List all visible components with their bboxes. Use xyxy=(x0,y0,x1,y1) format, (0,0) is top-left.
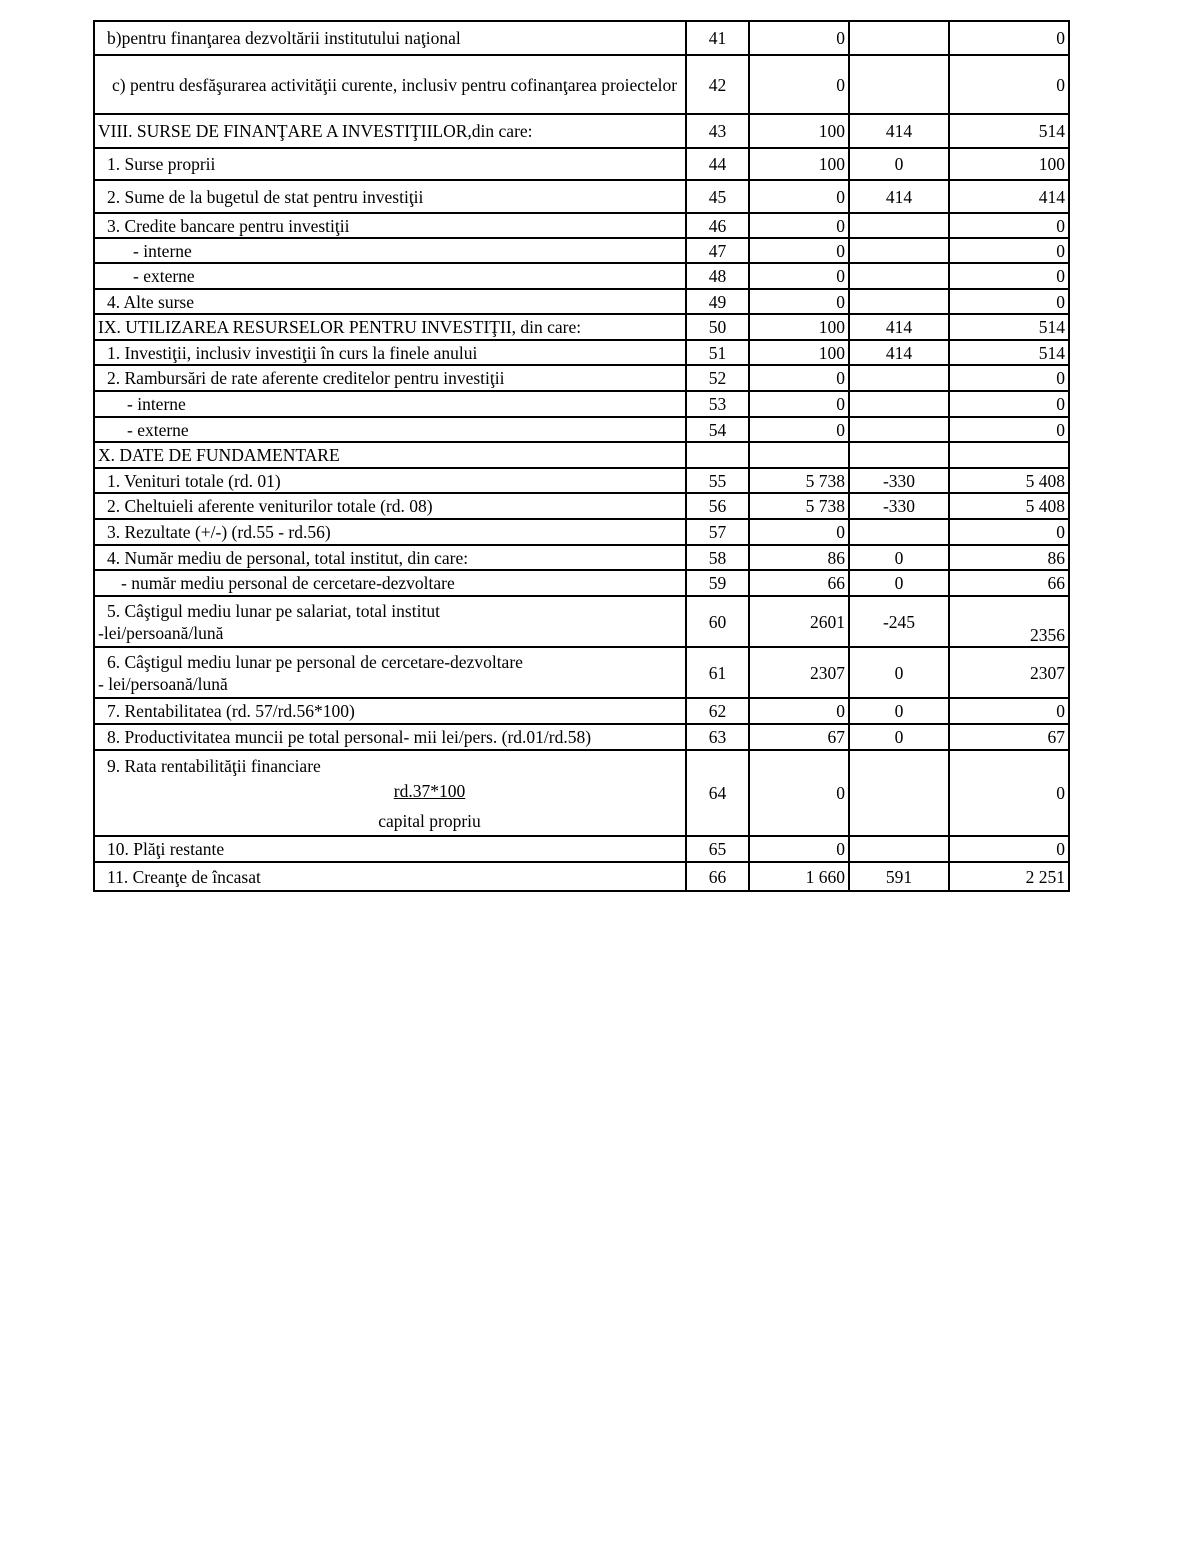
value-col-1 xyxy=(749,442,849,468)
row-description-line-2: - lei/persoană/lună xyxy=(98,673,228,694)
table-row xyxy=(94,836,1069,862)
value-col-2 xyxy=(849,519,949,545)
table-row xyxy=(94,698,1069,724)
row-description: 7. Rentabilitatea (rd. 57/rd.56*100) xyxy=(94,698,686,724)
value-col-1: 0 xyxy=(749,698,849,724)
table-row xyxy=(94,289,1069,314)
row-number: 58 xyxy=(686,545,749,570)
row-description: b)pentru finanţarea dezvoltării institutului naţional xyxy=(94,21,686,55)
row-description: X. DATE DE FUNDAMENTARE xyxy=(94,442,686,468)
table-row xyxy=(94,862,1069,891)
value-col-2: 591 xyxy=(849,862,949,891)
row-number: 61 xyxy=(686,647,749,698)
value-col-1: 0 xyxy=(749,519,849,545)
value-col-3: 0 xyxy=(949,238,1069,263)
value-col-2 xyxy=(849,391,949,417)
row-description: - externe xyxy=(94,417,686,442)
table-row xyxy=(94,55,1069,114)
value-col-2 xyxy=(849,21,949,55)
value-col-3 xyxy=(949,442,1069,468)
row-number: 47 xyxy=(686,238,749,263)
formula-numerator: rd.37*100 xyxy=(393,780,466,801)
row-description: 1. Venituri totale (rd. 01) xyxy=(94,468,686,493)
row-description-line-1: 5. Câştigul mediu lunar pe salariat, total institut xyxy=(107,600,440,621)
row-number: 66 xyxy=(686,862,749,891)
table-row xyxy=(94,213,1069,238)
value-col-1: 0 xyxy=(749,55,849,114)
row-number: 43 xyxy=(686,114,749,148)
row-description-text: c) pentru desfăşurarea activităţii curente, inclusiv pentru cofinanţarea proiectelor xyxy=(112,74,678,95)
row-description: - externe xyxy=(94,263,686,289)
row-number: 60 xyxy=(686,596,749,647)
row-number xyxy=(686,442,749,468)
value-col-2 xyxy=(849,836,949,862)
value-col-3: 2307 xyxy=(949,647,1069,698)
value-col-2 xyxy=(849,289,949,314)
table-row xyxy=(94,724,1069,750)
value-col-2: 0 xyxy=(849,724,949,750)
row-number: 55 xyxy=(686,468,749,493)
value-col-1: 2307 xyxy=(749,647,849,698)
row-number: 42 xyxy=(686,55,749,114)
row-number: 59 xyxy=(686,570,749,596)
value-col-3: 86 xyxy=(949,545,1069,570)
value-col-1: 0 xyxy=(749,238,849,263)
row-number: 62 xyxy=(686,698,749,724)
value-col-1: 1 660 xyxy=(749,862,849,891)
value-col-2: 0 xyxy=(849,545,949,570)
row-description: 2. Rambursări de rate aferente creditelor pentru investiţii xyxy=(94,365,686,391)
table-row xyxy=(94,340,1069,365)
value-col-1: 0 xyxy=(749,289,849,314)
value-col-1: 86 xyxy=(749,545,849,570)
table-row xyxy=(94,519,1069,545)
table-row xyxy=(94,442,1069,468)
value-col-2 xyxy=(849,55,949,114)
row-number: 49 xyxy=(686,289,749,314)
row-number: 48 xyxy=(686,263,749,289)
value-col-2 xyxy=(849,213,949,238)
row-description: 1. Surse proprii xyxy=(94,148,686,180)
table-row xyxy=(94,596,1069,647)
row-number: 50 xyxy=(686,314,749,340)
row-description: - număr mediu personal de cercetare-dezvoltare xyxy=(94,570,686,596)
value-col-1: 100 xyxy=(749,148,849,180)
value-col-3: 2356 xyxy=(949,596,1069,647)
row-number: 54 xyxy=(686,417,749,442)
row-description: VIII. SURSE DE FINANŢARE A INVESTIŢIILOR,din care: xyxy=(94,114,686,148)
value-col-3: 0 xyxy=(949,55,1069,114)
value-col-2: 414 xyxy=(849,180,949,213)
row-number: 64 xyxy=(686,750,749,836)
value-col-1: 0 xyxy=(749,263,849,289)
row-description: 2. Sume de la bugetul de stat pentru investiţii xyxy=(94,180,686,213)
value-col-3: 514 xyxy=(949,114,1069,148)
table-row xyxy=(94,114,1069,148)
value-col-2: 414 xyxy=(849,340,949,365)
row-number: 63 xyxy=(686,724,749,750)
value-col-1: 0 xyxy=(749,417,849,442)
value-col-2: -330 xyxy=(849,468,949,493)
value-col-3: 2 251 xyxy=(949,862,1069,891)
value-col-3: 0 xyxy=(949,836,1069,862)
row-number: 41 xyxy=(686,21,749,55)
value-col-2: 0 xyxy=(849,698,949,724)
value-col-3: 0 xyxy=(949,21,1069,55)
row-description: - interne xyxy=(94,391,686,417)
table-row xyxy=(94,180,1069,213)
row-description: 4. Număr mediu de personal, total institut, din care: xyxy=(94,545,686,570)
value-col-1: 100 xyxy=(749,114,849,148)
formula-denominator: capital propriu xyxy=(378,810,481,831)
value-col-2 xyxy=(849,365,949,391)
value-col-1: 0 xyxy=(749,365,849,391)
value-col-1: 2601 xyxy=(749,596,849,647)
value-col-2: -330 xyxy=(849,493,949,519)
row-description xyxy=(94,750,686,836)
value-col-2 xyxy=(849,417,949,442)
value-col-3: 0 xyxy=(949,417,1069,442)
value-col-1: 0 xyxy=(749,836,849,862)
value-col-1: 5 738 xyxy=(749,468,849,493)
value-col-3: 0 xyxy=(949,391,1069,417)
table-row xyxy=(94,238,1069,263)
value-col-1: 67 xyxy=(749,724,849,750)
row-description: 3. Credite bancare pentru investiţii xyxy=(94,213,686,238)
row-description: 2. Cheltuieli aferente veniturilor totale (rd. 08) xyxy=(94,493,686,519)
row-description: 10. Plăţi restante xyxy=(94,836,686,862)
value-col-2: 414 xyxy=(849,314,949,340)
value-col-3: 66 xyxy=(949,570,1069,596)
row-number: 44 xyxy=(686,148,749,180)
value-col-3: 0 xyxy=(949,698,1069,724)
value-col-3: 0 xyxy=(949,519,1069,545)
value-col-2: 0 xyxy=(849,148,949,180)
value-col-3: 0 xyxy=(949,213,1069,238)
row-number: 52 xyxy=(686,365,749,391)
value-col-2 xyxy=(849,750,949,836)
table-row xyxy=(94,570,1069,596)
value-col-3: 514 xyxy=(949,314,1069,340)
table-row xyxy=(94,750,1069,836)
row-description xyxy=(94,55,686,114)
value-col-1: 0 xyxy=(749,21,849,55)
row-number: 65 xyxy=(686,836,749,862)
row-description: - interne xyxy=(94,238,686,263)
row-number: 51 xyxy=(686,340,749,365)
row-description-line-1: 6. Câştigul mediu lunar pe personal de cercetare-dezvoltare xyxy=(107,651,523,672)
table-row xyxy=(94,647,1069,698)
value-col-3: 100 xyxy=(949,148,1069,180)
value-col-3: 0 xyxy=(949,750,1069,836)
row-description xyxy=(94,647,686,698)
value-col-3: 67 xyxy=(949,724,1069,750)
value-col-1: 5 738 xyxy=(749,493,849,519)
value-col-2 xyxy=(849,442,949,468)
value-col-3: 5 408 xyxy=(949,493,1069,519)
row-description-text: 9. Rata rentabilităţii financiare xyxy=(107,755,321,776)
row-number: 45 xyxy=(686,180,749,213)
row-description: 1. Investiţii, inclusiv investiţii în curs la finele anului xyxy=(94,340,686,365)
row-description xyxy=(94,596,686,647)
row-description: 4. Alte surse xyxy=(94,289,686,314)
row-number: 53 xyxy=(686,391,749,417)
table-row xyxy=(94,263,1069,289)
value-col-1: 100 xyxy=(749,340,849,365)
row-number: 46 xyxy=(686,213,749,238)
budget-table xyxy=(93,20,1070,892)
table-row xyxy=(94,468,1069,493)
value-col-1: 0 xyxy=(749,750,849,836)
table-row xyxy=(94,148,1069,180)
value-col-1: 66 xyxy=(749,570,849,596)
row-description-line-2: -lei/persoană/lună xyxy=(98,622,224,643)
table-row xyxy=(94,21,1069,55)
value-col-3: 414 xyxy=(949,180,1069,213)
value-col-3: 0 xyxy=(949,289,1069,314)
value-col-2 xyxy=(849,238,949,263)
row-description: 11. Creanţe de încasat xyxy=(94,862,686,891)
value-col-1: 0 xyxy=(749,391,849,417)
value-col-1: 0 xyxy=(749,213,849,238)
value-col-2: 0 xyxy=(849,570,949,596)
value-col-3: 0 xyxy=(949,365,1069,391)
row-description: 3. Rezultate (+/-) (rd.55 - rd.56) xyxy=(94,519,686,545)
table-row xyxy=(94,545,1069,570)
value-col-1: 0 xyxy=(749,180,849,213)
value-col-2: -245 xyxy=(849,596,949,647)
value-col-3: 0 xyxy=(949,263,1069,289)
row-number: 57 xyxy=(686,519,749,545)
row-number: 56 xyxy=(686,493,749,519)
row-description: 8. Productivitatea muncii pe total personal- mii lei/pers. (rd.01/rd.58) xyxy=(94,724,686,750)
value-col-2: 414 xyxy=(849,114,949,148)
row-description: IX. UTILIZAREA RESURSELOR PENTRU INVESTIŢII, din care: xyxy=(94,314,686,340)
table-row xyxy=(94,493,1069,519)
value-col-3: 5 408 xyxy=(949,468,1069,493)
value-col-2: 0 xyxy=(849,647,949,698)
table-row xyxy=(94,391,1069,417)
table-row xyxy=(94,314,1069,340)
table-row xyxy=(94,365,1069,391)
value-col-2 xyxy=(849,263,949,289)
value-col-1: 100 xyxy=(749,314,849,340)
value-col-3: 514 xyxy=(949,340,1069,365)
table-row xyxy=(94,417,1069,442)
